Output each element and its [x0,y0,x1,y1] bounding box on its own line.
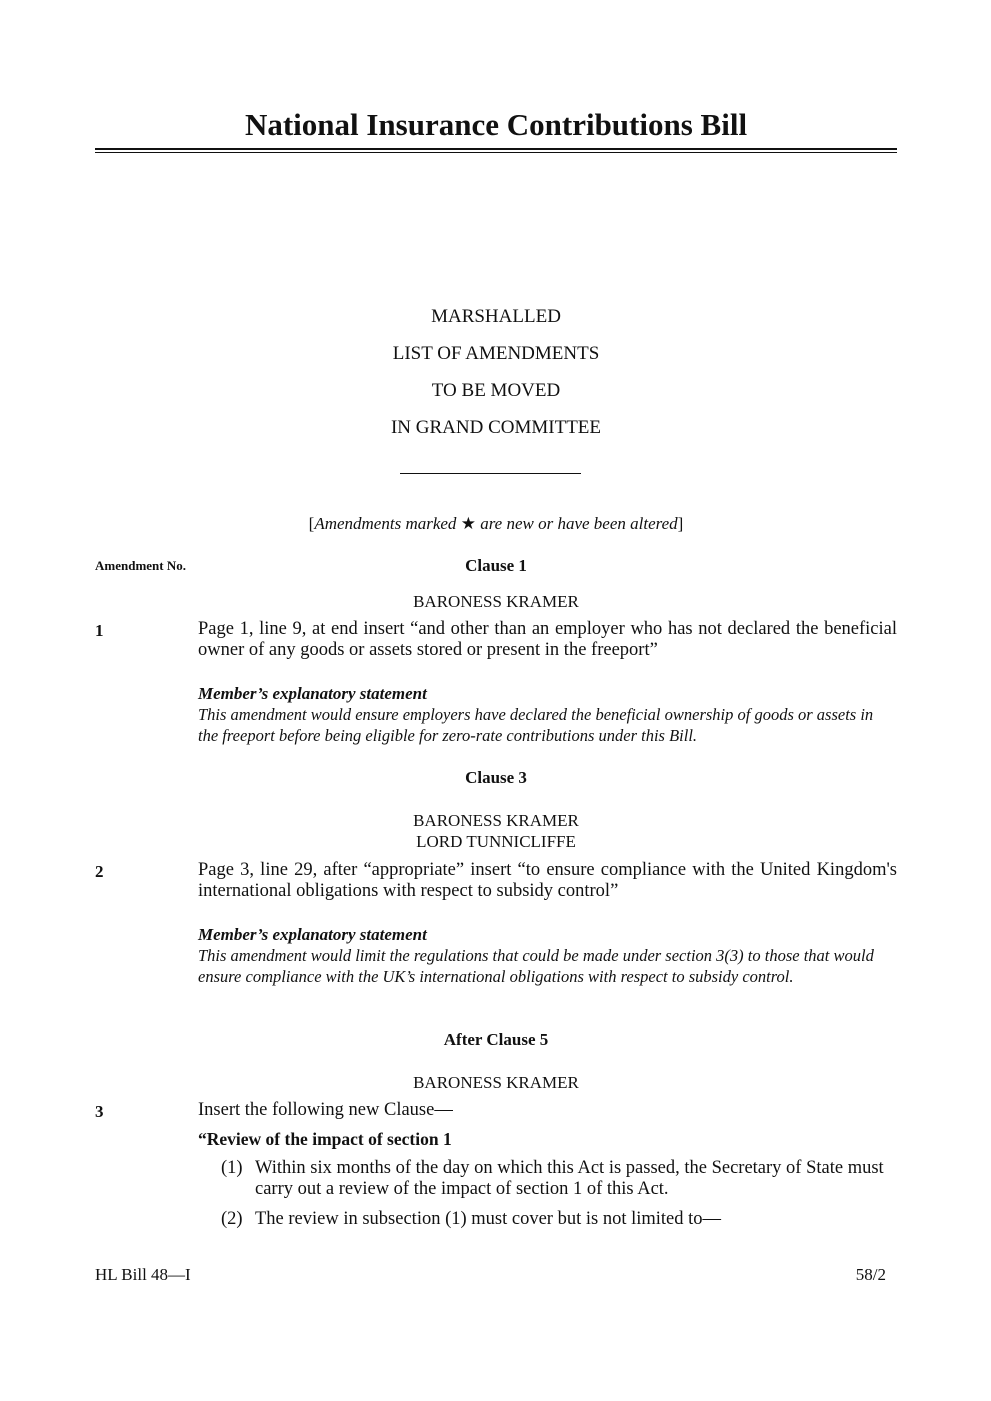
amendment-number: 1 [95,621,104,640]
member-name: BARONESS KRAMER [413,592,579,611]
amendments-note: [Amendments marked ★ are new or have been altered] [308,514,684,533]
member-name: BARONESS KRAMER [413,811,579,830]
explanatory-statement: This amendment would limit the regulations that could be made under section 3(3) to those that would ensure compliance with the UK’s international obligations with respect to subsidy control. [198,946,874,986]
subsection [221,1209,897,1230]
subsection-number: (1) [221,1158,243,1178]
explanatory-statement: This amendment would ensure employers have declared the beneficial ownership of goods or assets in the freeport before being eligible for zero-rate contributions under this Bill. [198,705,874,745]
subsection [221,1158,897,1200]
amendment-text: Page 3, line 29, after “appropriate” insert “to ensure compliance with the United Kingdom's international obligations with respect to subsidy control” [198,860,897,901]
subsection-text: The review in subsection (1) must cover but is not limited to— [255,1209,722,1229]
cover-line: TO BE MOVED [431,380,561,401]
clause-heading: Clause 1 [465,556,527,575]
amendment-text: Page 1, line 9, at end insert “and other than an employer who has not declared the beneficial owner of any goods or assets stored or present in the freeport” [198,619,897,660]
star-icon: ★ [460,514,476,533]
amendment-text: Insert the following new Clause— [198,1100,453,1120]
bill-number: HL Bill 48—I [95,1265,191,1284]
amendment-number: 2 [95,862,104,881]
new-clause-title: “Review of the impact of section 1 [198,1129,452,1149]
bill-title: National Insurance Contributions Bill [244,107,748,142]
subsection-text: Within six months of the day on which this Act is passed, the Secretary of State must carry out a review of the impact of section 1 of this Act. [255,1158,884,1199]
clause-heading: Clause 3 [465,768,527,787]
list-reference: 58/2 [855,1265,886,1284]
clause-heading: After Clause 5 [443,1030,549,1049]
cover-line: IN GRAND COMMITTEE [390,417,602,438]
subsection-number: (2) [221,1209,243,1229]
statement-title: Member’s explanatory statement [198,925,427,944]
cover-line: MARSHALLED [431,306,561,327]
cover-line: LIST OF AMENDMENTS [392,343,600,364]
member-name: BARONESS KRAMER [413,1073,579,1092]
member-name: LORD TUNNICLIFFE [416,832,576,851]
amendment-number: 3 [95,1102,104,1121]
amendment-number-header: Amendment No. [95,558,186,573]
statement-title: Member’s explanatory statement [198,684,427,703]
divider [400,473,581,474]
title-rule-thin [95,152,897,153]
title-rule [95,148,897,150]
